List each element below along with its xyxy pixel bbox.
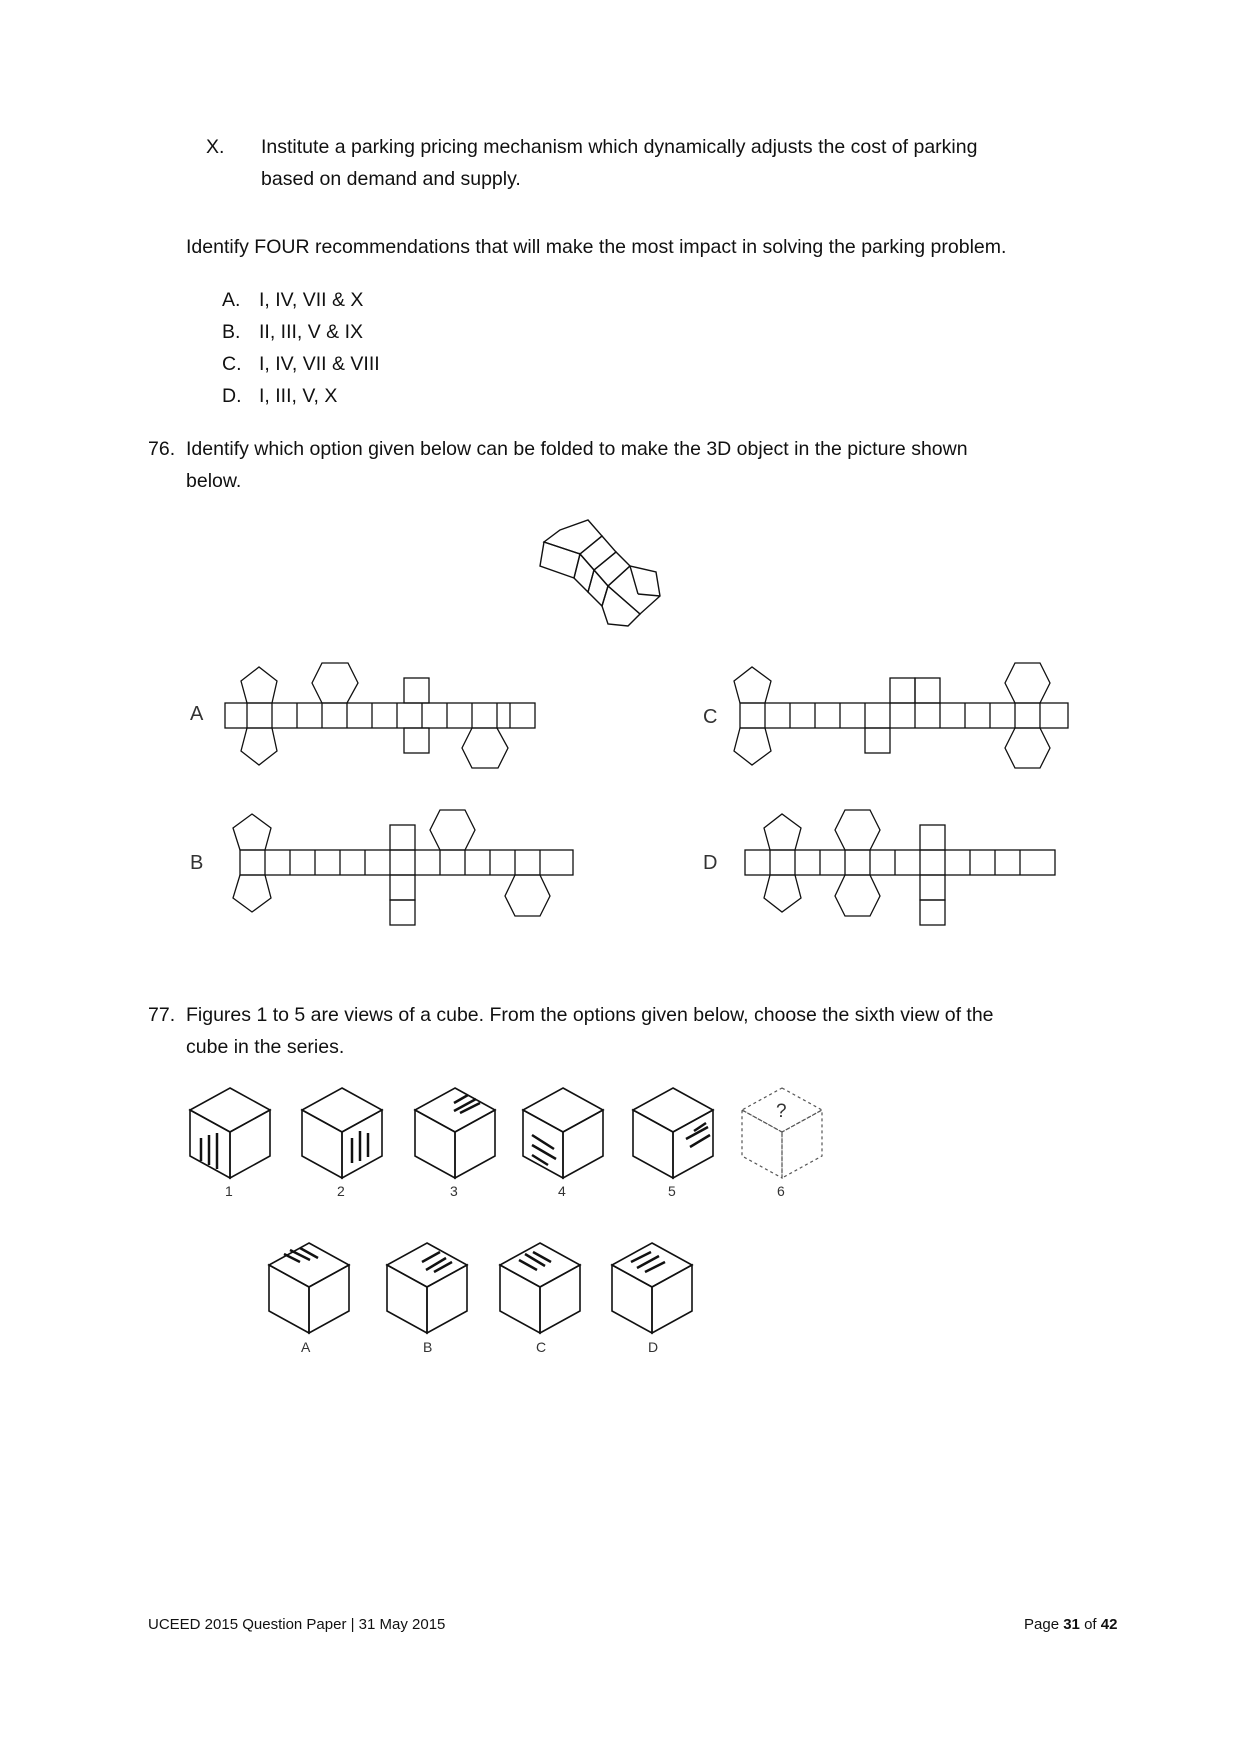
cube-view-6-unknown bbox=[737, 1083, 827, 1183]
item-x-line2: based on demand and supply. bbox=[261, 168, 521, 190]
cube-view-5 bbox=[628, 1083, 718, 1183]
option-a-label: A bbox=[301, 1339, 311, 1355]
footer-total-pages: 42 bbox=[1100, 1616, 1118, 1633]
q77-line1: Figures 1 to 5 are views of a cube. From the options given below, choose the sixth view of the bbox=[186, 1004, 994, 1026]
footer-left: UCEED 2015 Question Paper | 31 May 2015 bbox=[148, 1616, 446, 1633]
option-c-letter: C. bbox=[222, 353, 242, 375]
option-b-label: B bbox=[423, 1339, 433, 1355]
net-a-label: A bbox=[190, 703, 204, 725]
cube-option-a bbox=[264, 1238, 354, 1338]
unknown-view-mark: ? bbox=[776, 1101, 787, 1122]
q76-number: 76. bbox=[148, 438, 176, 460]
q77-number: 77. bbox=[148, 1004, 176, 1026]
option-d-label: D bbox=[648, 1339, 659, 1355]
option-c-text: I, IV, VII & VIII bbox=[259, 353, 380, 375]
option-d-letter: D. bbox=[222, 385, 242, 407]
net-c-figure bbox=[728, 655, 1078, 775]
view-5-label: 5 bbox=[668, 1183, 676, 1199]
view-2-label: 2 bbox=[337, 1183, 345, 1199]
net-c-label: C bbox=[703, 706, 718, 728]
q76-line2: below. bbox=[186, 470, 242, 492]
option-a-text: I, IV, VII & X bbox=[259, 289, 364, 311]
option-b-text: II, III, V & IX bbox=[259, 321, 364, 343]
footer-page-number: 31 bbox=[1063, 1616, 1080, 1633]
q76-line1: Identify which option given below can be folded to make the 3D object in the picture shown bbox=[186, 438, 968, 460]
cube-view-3 bbox=[410, 1083, 500, 1183]
view-6-label: 6 bbox=[777, 1183, 785, 1199]
cube-option-b bbox=[382, 1238, 472, 1338]
q75-prompt: Identify FOUR recommendations that will make the most impact in solving the parking problem. bbox=[186, 236, 1007, 258]
option-a-letter: A. bbox=[222, 289, 241, 311]
q76-3d-object-figure bbox=[530, 510, 670, 630]
item-x-label: X. bbox=[206, 136, 225, 158]
net-b-label: B bbox=[190, 852, 204, 874]
net-d-label: D bbox=[703, 852, 718, 874]
net-a-figure bbox=[215, 655, 545, 775]
cube-view-1 bbox=[185, 1083, 275, 1183]
cube-view-4 bbox=[518, 1083, 608, 1183]
footer-page-word: Page bbox=[1024, 1616, 1060, 1633]
view-3-label: 3 bbox=[450, 1183, 458, 1199]
option-d-text: I, III, V, X bbox=[259, 385, 338, 407]
view-1-label: 1 bbox=[225, 1183, 233, 1199]
footer-of-word: of bbox=[1084, 1616, 1097, 1633]
option-b-letter: B. bbox=[222, 321, 241, 343]
net-d-figure bbox=[735, 800, 1065, 935]
cube-option-c bbox=[495, 1238, 585, 1338]
footer-page bbox=[1024, 1616, 1117, 1633]
net-b-figure bbox=[225, 800, 585, 935]
item-x-line1: Institute a parking pricing mechanism which dynamically adjusts the cost of parking bbox=[261, 136, 978, 158]
q77-line2: cube in the series. bbox=[186, 1036, 345, 1058]
view-4-label: 4 bbox=[558, 1183, 566, 1199]
cube-option-d bbox=[607, 1238, 697, 1338]
cube-view-2 bbox=[297, 1083, 387, 1183]
option-c-label: C bbox=[536, 1339, 547, 1355]
